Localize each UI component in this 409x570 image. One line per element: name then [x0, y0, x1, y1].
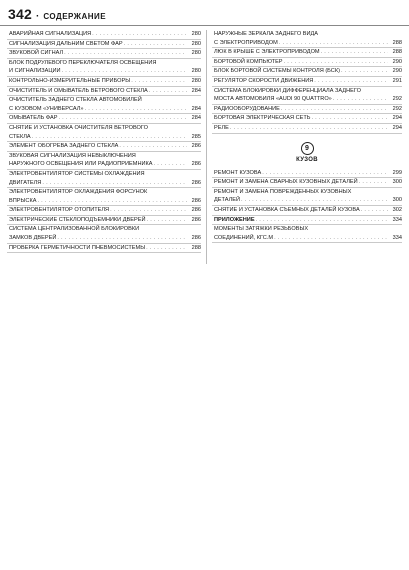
leader-dots: [230, 124, 388, 133]
toc-entry-title: СОЕДИНЕНИЙ, КГС.М: [214, 234, 274, 241]
leader-dots: [42, 179, 187, 188]
toc-entry[interactable]: [212, 178, 402, 188]
toc-entry-title: ЭЛЕКТРОВЕНТИЛЯТОР СИСТЕМЫ ОХЛАЖДЕНИЯ: [9, 170, 145, 177]
toc-entry-title: СНЯТИЕ И УСТАНОВКА ОЧИСТИТЕЛЯ ВЕТРОВОГО: [9, 124, 148, 131]
toc-entry-title: БОРТОВАЯ ЭЛЕКТРИЧЕСКАЯ СЕТЬ: [214, 115, 311, 122]
leader-dots: [62, 67, 187, 76]
toc-entry-title: КОНТРОЛЬНО-ИЗМЕРИТЕЛЬНЫЕ ПРИБОРЫ: [9, 77, 131, 84]
column-divider: [206, 30, 207, 264]
leader-dots: [262, 169, 388, 178]
toc-entry[interactable]: [212, 114, 402, 124]
toc-entry-title: МОСТА АВТОМОБИЛЯ «AUDI 90 QUATTRO»: [214, 96, 332, 103]
toc-entry[interactable]: [212, 67, 402, 77]
leader-dots: [281, 105, 388, 114]
appendix-list: [212, 225, 402, 243]
toc-entry-title: С КУЗОВОМ «УНИВЕРСАЛ»: [9, 105, 84, 112]
page-header: [8, 6, 401, 24]
toc-entry[interactable]: [212, 169, 402, 179]
toc-entry[interactable]: [212, 188, 402, 206]
toc-entry-title: ПРОВЕРКА ГЕРМЕТИЧНОСТИ ПНЕВМОСИСТЕМЫ: [9, 244, 146, 251]
toc-entry-page: 280: [191, 40, 201, 47]
leader-dots: [311, 114, 388, 123]
toc-entry-page: 285: [191, 133, 201, 140]
toc-entry-page: 334: [392, 234, 402, 241]
toc-entry-page: 280: [191, 77, 201, 84]
leader-dots: [37, 197, 187, 206]
toc-entry-title: АВАРИЙНАЯ СИГНАЛИЗАЦИЯ: [9, 31, 92, 37]
toc-entry[interactable]: [7, 30, 201, 40]
leader-dots: [321, 48, 388, 57]
leader-dots: [92, 30, 187, 39]
toc-right-top-list: [212, 30, 402, 134]
leader-dots: [341, 67, 388, 76]
chapter-heading: [212, 142, 402, 163]
toc-entry[interactable]: [212, 77, 402, 87]
toc-entry[interactable]: [7, 87, 201, 97]
toc-entry-title: РЕМОНТ КУЗОВА: [214, 169, 262, 176]
toc-entry-page: 280: [191, 50, 201, 57]
toc-entry-title: НАРУЖНЫЕ ЗЕРКАЛА ЗАДНЕГО ВИДА: [214, 31, 319, 37]
toc-entry[interactable]: [7, 40, 201, 50]
toc-entry-title: НАРУЖНОГО ОСВЕЩЕНИЯ ИЛИ РАДИОПРИЕМНИКА: [9, 161, 153, 168]
toc-entry[interactable]: [212, 58, 402, 68]
header-rule: [0, 25, 409, 26]
leader-dots: [274, 234, 388, 243]
toc-entry-title: ОЧИСТИТЕЛЬ ЗАДНЕГО СТЕКЛА АВТОМОБИЛЕЙ: [9, 97, 142, 104]
toc-entry[interactable]: [7, 96, 201, 114]
leader-dots: [241, 196, 388, 205]
toc-entry[interactable]: [7, 225, 201, 243]
leader-dots: [359, 178, 388, 187]
toc-entry-page: 280: [191, 31, 201, 37]
chapter-title: КУЗОВ: [296, 156, 318, 163]
toc-entry[interactable]: [7, 244, 201, 254]
toc-entry-page: 284: [191, 87, 201, 94]
toc-entry-page: 286: [191, 207, 201, 214]
toc-entry-page: 294: [392, 115, 402, 122]
toc-entry[interactable]: [212, 30, 402, 48]
toc-entry-page: 300: [392, 197, 402, 204]
toc-entry-title: СТЕКЛА: [9, 133, 31, 140]
toc-entry-page: 286: [191, 179, 201, 186]
toc-entry-title: СИСТЕМА БЛОКИРОВКИ ДИФФЕРЕНЦИАЛА ЗАДНЕГО: [214, 87, 361, 94]
toc-entry-page: 292: [392, 96, 402, 103]
toc-entry-page: 286: [191, 143, 201, 150]
toc-entry-title: ДЕТАЛЕЙ: [214, 197, 241, 204]
toc-entry-page: 290: [392, 68, 402, 75]
toc-entry-title: РЕМОНТ И ЗАМЕНА СВАРНЫХ КУЗОВНЫХ ДЕТАЛЕЙ: [214, 179, 358, 186]
leader-dots: [149, 87, 187, 96]
toc-entry[interactable]: [7, 114, 201, 124]
toc-entry-page: 302: [392, 206, 402, 213]
leader-dots: [147, 216, 188, 225]
toc-entry-page: 286: [191, 197, 201, 204]
toc-entry-title: РЕГУЛЯТОР СКОРОСТИ ДВИЖЕНИЯ: [214, 77, 314, 84]
toc-entry-title: ЛЮК В КРЫШЕ С ЭЛЕКТРОПРИВОДОМ: [214, 49, 320, 56]
toc-entry-page: 299: [392, 169, 402, 176]
toc-entry[interactable]: [212, 87, 402, 105]
leader-dots: [361, 206, 388, 215]
toc-entry-title: РЕЛЕ: [214, 124, 229, 131]
toc-entry-title: ЗВУКОВАЯ СИГНАЛИЗАЦИЯ НЕВЫКЛЮЧЕНИЯ: [9, 152, 136, 159]
leader-dots: [124, 40, 187, 49]
toc-entry-title: ЭЛЕКТРИЧЕСКИЕ СТЕКЛОПОДЪЕМНИКИ ДВЕРЕЙ: [9, 216, 146, 223]
appendix-heading-page: 334: [392, 216, 402, 223]
toc-entry[interactable]: [7, 124, 201, 142]
toc-right-column: [212, 30, 402, 243]
toc-entry[interactable]: [7, 188, 201, 206]
toc-entry-title: ОЧИСТИТЕЛЬ И ОМЫВАТЕЛЬ ВЕТРОВОГО СТЕКЛА: [9, 87, 148, 94]
leader-dots: [110, 206, 187, 215]
leader-dots: [58, 114, 187, 123]
appendix-heading-entry[interactable]: [212, 216, 402, 226]
toc-entry-title: И СИГНАЛИЗАЦИИ: [9, 68, 61, 75]
leader-dots: [85, 105, 187, 114]
toc-entry-page: 290: [392, 58, 402, 65]
toc-entry[interactable]: [7, 206, 201, 216]
leader-dots: [333, 95, 388, 104]
toc-entry-title: ВПРЫСКА: [9, 197, 37, 204]
toc-entry[interactable]: [7, 77, 201, 87]
toc-entry-title: ЭЛЕКТРОВЕНТИЛЯТОР ОХЛАЖДЕНИЯ ФОРСУНОК: [9, 189, 148, 196]
toc-entry-title: ЗАМКОВ ДВЕРЕЙ: [9, 235, 57, 242]
leader-dots: [314, 77, 388, 86]
leader-dots: [119, 142, 187, 151]
toc-entry-page: 291: [392, 77, 402, 84]
leader-dots: [256, 216, 388, 225]
toc-entry-page: 288: [392, 39, 402, 46]
leader-dots: [146, 244, 187, 253]
leader-dots: [131, 77, 187, 86]
toc-entry-page: 288: [191, 244, 201, 251]
chapter-number-badge: 9: [301, 142, 314, 155]
toc-entry-title: БЛОК ПОДРУЛЕВОГО ПЕРЕКЛЮЧАТЕЛЯ ОСВЕЩЕНИЯ: [9, 59, 157, 66]
toc-entry-page: 284: [191, 115, 201, 122]
toc-entry-page: 292: [392, 105, 402, 112]
toc-entry[interactable]: [7, 152, 201, 170]
toc-entry-page: 300: [392, 179, 402, 186]
toc-entry[interactable]: [212, 124, 402, 134]
toc-entry-title: СИСТЕМА ЦЕНТРАЛИЗОВАННОЙ БЛОКИРОВКИ: [9, 226, 140, 233]
leader-dots: [57, 234, 187, 243]
toc-entry-title: ДВИГАТЕЛЯ: [9, 179, 42, 186]
toc-entry-page: 286: [191, 216, 201, 223]
toc-entry[interactable]: [7, 59, 201, 77]
toc-entry-title: СНЯТИЕ И УСТАНОВКА СЪЕМНЫХ ДЕТАЛЕЙ КУЗОВА: [214, 206, 360, 213]
toc-entry-page: 288: [392, 49, 402, 56]
toc-entry[interactable]: [212, 225, 402, 243]
page-number: 342: [8, 6, 32, 22]
toc-left-column: [7, 30, 201, 253]
toc-entry-page: 294: [392, 124, 402, 131]
toc-entry[interactable]: [212, 48, 402, 58]
toc-entry-title: ОМЫВАТЕЛЬ ФАР: [9, 115, 58, 122]
toc-entry[interactable]: [212, 105, 402, 115]
leader-dots: [64, 49, 187, 58]
toc-entry-title: РЕМОНТ И ЗАМЕНА ПОВРЕЖДЕННЫХ КУЗОВНЫХ: [214, 188, 352, 195]
toc-entry-title: ЭЛЕКТРОВЕНТИЛЯТОР ОТОПИТЕЛЯ: [9, 207, 110, 214]
leader-dots: [32, 133, 187, 142]
toc-entry[interactable]: [7, 142, 201, 152]
toc-entry-title: МОМЕНТЫ ЗАТЯЖКИ РЕЗЬБОВЫХ: [214, 226, 309, 233]
leader-dots: [284, 58, 388, 67]
toc-entry-page: 286: [191, 161, 201, 168]
header-separator: ·: [35, 11, 40, 22]
toc-entry-page: 280: [191, 68, 201, 75]
toc-entry-title: ЗВУКОВОЙ СИГНАЛ: [9, 50, 64, 57]
toc-chapter-list: [212, 169, 402, 216]
toc-entry-title: С ЭЛЕКТРОПРИВОДОМ: [214, 39, 278, 46]
toc-entry[interactable]: [7, 216, 201, 226]
toc-entry-page: 286: [191, 235, 201, 242]
appendix-heading: ПРИЛОЖЕНИЕ: [214, 216, 255, 223]
toc-entry[interactable]: [7, 170, 201, 188]
toc-entry-title: РАДИООБОРУДОВАНИЕ: [214, 105, 280, 112]
toc-entry-title: ЭЛЕМЕНТ ОБОГРЕВА ЗАДНЕГО СТЕКЛА: [9, 143, 119, 150]
toc-entry-title: БЛОК БОРТОВОЙ СИСТЕМЫ КОНТРОЛЯ (БСК): [214, 68, 340, 75]
toc-entry[interactable]: [7, 49, 201, 59]
toc-entry-title: БОРТОВОЙ КОМПЬЮТЕР: [214, 58, 283, 65]
toc-entry-title: СИГНАЛИЗАЦИЯ ДАЛЬНИМ СВЕТОМ ФАР: [9, 40, 123, 47]
leader-dots: [279, 39, 388, 48]
toc-entry[interactable]: [212, 206, 402, 216]
leader-dots: [154, 160, 187, 169]
section-title: СОДЕРЖАНИЕ: [43, 12, 107, 21]
toc-entry-page: 284: [191, 105, 201, 112]
